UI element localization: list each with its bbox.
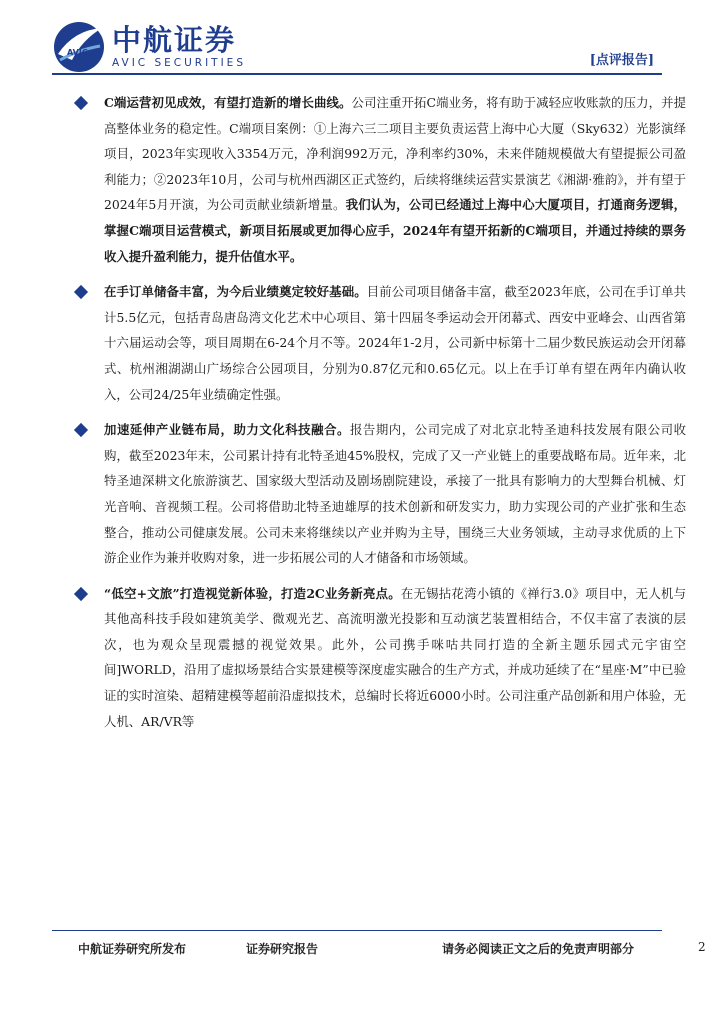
diamond-bullet-icon	[74, 285, 88, 299]
brand-name-en: AVIC SECURITIES	[112, 57, 246, 69]
footer-publisher: 中航证券研究所发布	[78, 942, 187, 956]
brand-name-cn: 中航证券	[112, 23, 237, 57]
diamond-bullet-icon	[74, 96, 88, 110]
header-divider	[52, 73, 662, 75]
paragraph-lead: C端运营初见成效，有望打造新的增长曲线。	[104, 95, 352, 110]
page-number: 2	[698, 940, 706, 954]
diamond-bullet-icon	[74, 423, 88, 437]
avic-logo-icon	[52, 20, 106, 74]
paragraph-conclusion: 我们认为，公司已经通过上海中心大厦项目，打通商务逻辑，掌握C端项目运营模式，新项目拓展或更加得心应手，2024年有望开拓新的C端项目，并通过持续的票务收入提升盈利能力，提升估值水平。	[104, 197, 686, 264]
paragraph-body: 目前公司项目储备丰富，截至2023年底，公司在手订单共计5.5亿元，包括青岛唐岛湾文化艺术中心项目、第十四届冬季运动会开闭幕式、西安中亚峰会、山西省第十六届运动会等，项目周期在6-24个月不等。2024年1-2月，公司新中标第十二届少数民族运动会开闭幕式、杭州湘湖湖山广场综合公园项目，分别为0.87亿元和0.65亿元。以上在手订单有望在两年内确认收入，公司24/25年业绩确定性强。	[104, 284, 686, 402]
logo-text: AVIC	[67, 48, 88, 57]
bullet-paragraph	[76, 90, 686, 269]
bullet-paragraph	[76, 279, 686, 407]
footer-disclaimer: 请务必阅读正文之后的免责声明部分	[442, 942, 635, 956]
paragraph-body: 公司注重开拓C端业务，将有助于减轻应收账款的压力，并提高整体业务的稳定性。C端项目案例：①上海六三二项目主要负责运营上海中心大厦（Sky632）光影演绎项目，2023年实现收入3354万元，净利润992万元，净利率约30%，未来伴随规模做大有望提振公司盈利能力；②2023年10月，公司与杭州西湖区正式签约，后续将继续运营实景演艺《湘湖·雅韵》，并有望于2024年5月开演，为公司贡献业绩新增量。	[104, 95, 686, 213]
page-header	[0, 0, 724, 82]
diamond-bullet-icon	[74, 587, 88, 601]
paragraph-lead: 在手订单储备丰富，为今后业绩奠定较好基础。	[104, 284, 367, 300]
footer-divider	[52, 930, 662, 931]
bullet-paragraph	[76, 581, 686, 735]
paragraph-body: 在无锡拈花湾小镇的《禅行3.0》项目中，无人机与其他高科技手段如建筑美学、微观光艺、高流明激光投影和互动演艺装置相结合，不仅丰富了表演的层次，也为观众呈现震撼的视觉效果。此外，公司携手咪咕共同打造的全新主题乐园式元宇宙空间]WORLD，沿用了虚拟场景结合实景建模等深度虚实融合的生产方式，并成功延续了在“星座·M”中已验证的实时渲染、超精建模等超前沿虚拟技术，总编时长将近6000小时。公司注重产品创新和用户体验，无人机、AR/VR等	[104, 585, 686, 729]
paragraph-body: 报告期内，公司完成了对北京北特圣迪科技发展有限公司收购，截至2023年末，公司累计持有北特圣迪45%股权，完成了又一产业链上的重要战略布局。近年来，北特圣迪深耕文化旅游演艺、国家级大型活动及剧场剧院建设，承接了一批具有影响力的大型舞台机械、灯光音响、音视频工程。公司将借助北特圣迪雄厚的技术创新和研发实力，助力实现公司的产业扩张和生态整合，推动公司健康发展。公司未来将继续以产业并购为主导，围绕三大业务领域，主动寻求优质的上下游企业作为兼并收购对象，进一步拓展公司的人才储备和市场领域。	[104, 422, 687, 566]
report-body	[76, 90, 686, 744]
footer-report-type: 证券研究报告	[246, 942, 319, 956]
bullet-paragraph	[76, 417, 686, 571]
paragraph-lead: 加速延伸产业链布局，助力文化科技融合。	[104, 422, 350, 438]
report-tag: [点评报告]	[589, 53, 654, 68]
paragraph-lead: “低空+文旅”打造视觉新体验，打造2C业务新亮点。	[104, 585, 401, 601]
